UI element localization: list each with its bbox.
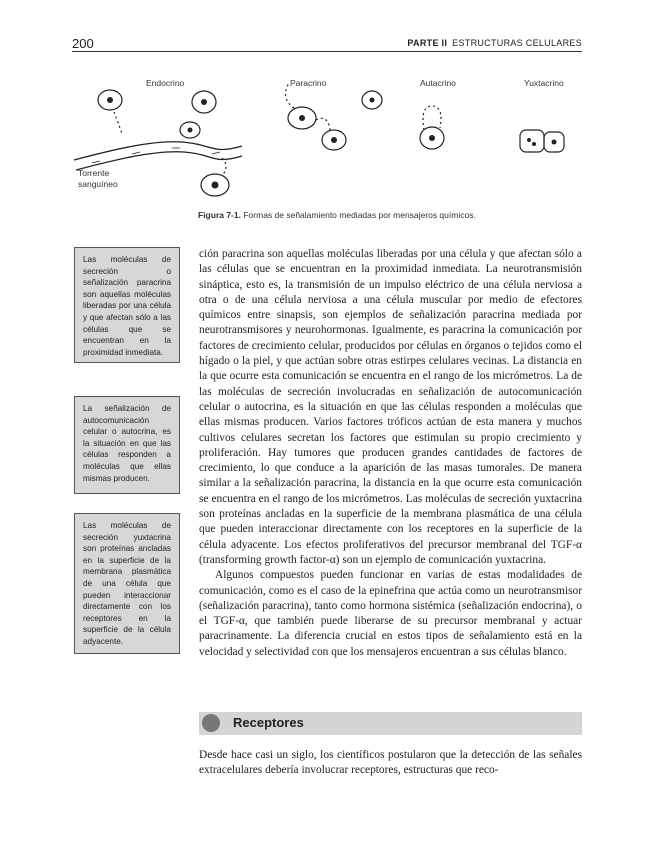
body-text <box>199 247 582 660</box>
sidenote-text: Las moléculas de secreción o señalización paracrina son aquellas moléculas liberadas por una célula y que afectan sólo a las células que se encuentran en la proximidad inmediata. <box>83 255 171 357</box>
sidenote-autocrine <box>74 396 180 494</box>
sidenote-text: La señalización de autocomunicación celular o autocrina, es la situación en que las células responden a moléculas que ellas mismas producen. <box>83 404 171 483</box>
label-juxtacrine: Yuxtacrino <box>524 78 564 88</box>
page-number: 200 <box>72 36 94 51</box>
label-paracrine: Paracrino <box>290 78 327 88</box>
section-title: Receptores <box>233 715 304 730</box>
section-bullet-icon <box>202 714 220 732</box>
signaling-figure <box>72 70 582 200</box>
label-bloodstream: Torrente sanguíneo <box>78 168 118 189</box>
sidenote-paracrine <box>74 247 180 363</box>
paragraph-3: Desde hace casi un siglo, los científicos postularon que la detección de las señales extracelulares debería involucrar receptores, estructuras que reco- <box>199 749 582 777</box>
label-autocrine: Autacrino <box>420 78 456 88</box>
figure-number: Figura 7-1. <box>198 210 241 220</box>
blood-vessel <box>74 142 242 160</box>
label-endocrine: Endocrino <box>146 78 185 88</box>
chapter-title: ESTRUCTURAS CELULARES <box>452 38 582 48</box>
figure-caption-text: Formas de señalamiento mediadas por mensajeros químicos. <box>243 210 476 220</box>
figure-caption <box>198 210 476 220</box>
running-header <box>407 38 582 48</box>
paragraph-1: ción paracrina son aquellas moléculas liberadas por una célula y que afectan sólo a las células que se encuentran en la proximidad inmediata. La neurotransmisión sináptica, esto es, la transmisión de un impulso eléctrico de una célula nerviosa a otra o de una célula nerviosa a una célula muscular por medio de efectores químicos entre sinapsis, son ejemplos de señalización paracrina mediada por neurotransmisores y neurohormonas. Igualmente, es paracrina la comunicación por factores de crecimiento celular, producidos por células en órganos o tejidos como el hígado o la piel, y que actúan sobre otras estirpes celulares vecinas. La distancia en la que ocurre esta comunicación se encuentra en el rango de los micrómetros. La de las moléculas de secreción involucradas en señalización de autocomunicación celular o autocrina, es la situación en que las células responden a moléculas que ellas mismas producen. Varios factores tróficos actúan de esta manera y muchos cultivos celulares secretan los factores que estimulan su propio crecimiento y proliferación. Hay tumores que producen grandes cantidades de factores de crecimiento, lo que conduce a la aparición de las masas tumorales. De manera similar a la señalización paracrina, la distancia en la que ocurre esta comunicación se encuentra en el rango de los micrómetros. Las moléculas de secreción yuxtacrina son proteínas ancladas en la superficie de la membrana plasmática de una célula que pueden interaccionar directamente con los receptores en la superficie de la célula adyacente. Los efectos proliferativos del precursor membranal del TGF-α (transforming growth factor-α) son un ejemplo de comunicación yuxtacrina. <box>199 248 582 566</box>
header-rule <box>72 51 582 52</box>
paragraph-2: Algunos compuestos pueden funcionar en varias de estas modalidades de comunicación, como es el caso de la epinefrina que actúa como un neurotransmisor (señalización paracrina), tanto como hormona sistémica (señalización endocrina), o el TGF-α, que también puede liberarse de su precursor membranal y actuar paracrinamente. La diferencia crucial en estos tipos de señalamiento está en la velocidad y selectividad con que los mensajeros encuentran a sus células blanco. <box>199 569 582 658</box>
body-text-after-section <box>199 748 582 779</box>
figure-drawing <box>72 70 582 200</box>
sidenote-text: Las moléculas de secreción yuxtacrina son proteínas ancladas en la superficie de la membrana plasmática de una célula que pueden interaccionar directamente con los receptores en la superficie de la célula adyacente. <box>83 521 171 646</box>
part-label: PARTE II <box>407 38 448 48</box>
sidenote-juxtacrine <box>74 513 180 654</box>
section-header <box>199 712 582 735</box>
